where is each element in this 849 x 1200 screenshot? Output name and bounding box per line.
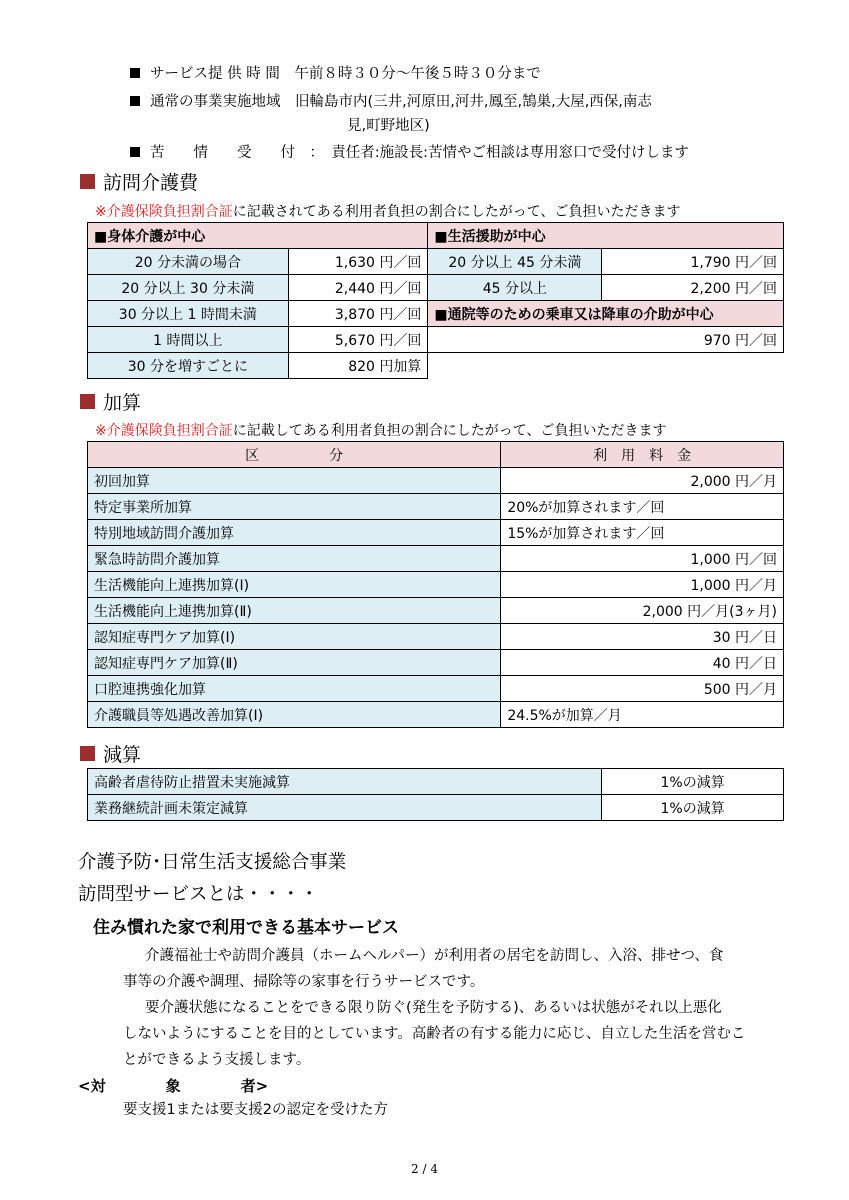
addition-label: 認知症専門ケア加算(Ⅱ): [88, 650, 501, 676]
basic-service-heading: 住み慣れた家で利用できる基本サービス: [93, 918, 399, 938]
general-heading: 介護予防･日常生活支援総合事業: [78, 852, 347, 873]
addition-price: 30 円／日: [501, 624, 784, 650]
visit-care-title: 訪問介護費: [80, 168, 198, 195]
reduction-table: [87, 768, 784, 821]
addition-price: 20%が加算されます／回: [501, 494, 784, 520]
body-care-header: ■身体介護が中心: [88, 223, 428, 249]
empty-cell: [428, 353, 784, 379]
addition-col-fee: 利 用 料 金: [501, 442, 784, 468]
body-care-price: 2,440 円／回: [288, 275, 428, 301]
target-value: 要支援1または要支援2の認定を受けた方: [123, 1102, 388, 1118]
body-care-price: 820 円加算: [288, 353, 428, 379]
paragraph-line: 事等の介護や調理、掃除等の家事を行うサービスです。: [123, 974, 485, 990]
reduction-title: 減算: [80, 740, 141, 767]
target-label: <対 象 者>: [78, 1077, 269, 1095]
addition-label: 生活機能向上連携加算(Ⅱ): [88, 598, 501, 624]
service-area-continued: 見,町野地区): [347, 118, 430, 134]
paragraph-line: 介護福祉士や訪問介護員（ホームヘルパー）が利用者の居宅を訪問し、入浴、排せつ、食: [145, 948, 724, 964]
reduction-value: 1%の減算: [602, 795, 784, 821]
addition-label: 特定事業所加算: [88, 494, 501, 520]
addition-price: 40 円／日: [501, 650, 784, 676]
addition-col-category: 区 分: [88, 442, 501, 468]
addition-label: 認知症専門ケア加算(Ⅰ): [88, 624, 501, 650]
addition-price: 24.5%が加算／月: [501, 702, 784, 728]
complaint-line: 苦 情 受 付 ： 責任者:施設長:苦情やご相談は専用窓口で受付けします: [130, 141, 689, 162]
addition-price: 2,000 円／月(3ヶ月): [501, 598, 784, 624]
addition-table: [87, 441, 784, 728]
bullet-square-icon: [130, 68, 140, 78]
addition-price: 2,000 円／月: [501, 468, 784, 494]
transport-price: 970 円／回: [428, 327, 784, 353]
reduction-label: 業務継続計画未策定減算: [88, 795, 602, 821]
life-support-label: 45 分以上: [428, 275, 602, 301]
reduction-value: 1%の減算: [602, 769, 784, 795]
addition-label: 生活機能向上連携加算(Ⅰ): [88, 572, 501, 598]
section-square-icon: [80, 394, 95, 409]
body-care-label: 30 分以上 1 時間未満: [88, 301, 289, 327]
addition-title: 加算: [80, 388, 141, 415]
bullet-square-icon: [130, 147, 140, 157]
transport-header: ■通院等のための乗車又は降車の介助が中心: [428, 301, 784, 327]
body-care-price: 3,870 円／回: [288, 301, 428, 327]
body-care-label: 20 分以上 30 分未満: [88, 275, 289, 301]
visit-care-table: [87, 222, 784, 379]
addition-label: 口腔連携強化加算: [88, 676, 501, 702]
body-care-label: 30 分を増すごとに: [88, 353, 289, 379]
body-care-price: 5,670 円／回: [288, 327, 428, 353]
paragraph-line: とができるよう支援します。: [123, 1052, 311, 1068]
body-care-label: 1 時間以上: [88, 327, 289, 353]
addition-note: ※介護保険負担割合証に記載してある利用者負担の割合にしたがって、ご負担いただきます: [95, 423, 667, 439]
visit-care-note: ※介護保険負担割合証に記載されてある利用者負担の割合にしたがって、ご負担いただきます: [95, 204, 681, 220]
life-support-label: 20 分以上 45 分未満: [428, 249, 602, 275]
addition-price: 15%が加算されます／回: [501, 520, 784, 546]
service-hours-line: サービス提 供 時 間 午前８時３０分～午後５時３０分まで: [130, 62, 541, 83]
addition-price: 500 円／月: [501, 676, 784, 702]
page-number: 2 / 4: [411, 1162, 438, 1176]
body-care-price: 1,630 円／回: [288, 249, 428, 275]
addition-label: 特別地域訪問介護加算: [88, 520, 501, 546]
life-support-price: 1,790 円／回: [602, 249, 784, 275]
addition-label: 緊急時訪問介護加算: [88, 546, 501, 572]
bullet-square-icon: [130, 96, 140, 106]
section-square-icon: [80, 746, 95, 761]
body-care-label: 20 分未満の場合: [88, 249, 289, 275]
addition-price: 1,000 円／回: [501, 546, 784, 572]
paragraph-line: しないようにすることを目的としています。高齢者の有する能力に応じ、自立した生活を営むこ: [123, 1026, 746, 1042]
life-support-price: 2,200 円／回: [602, 275, 784, 301]
life-support-header: ■生活援助が中心: [428, 223, 784, 249]
addition-price: 1,000 円／月: [501, 572, 784, 598]
reduction-label: 高齢者虐待防止措置未実施減算: [88, 769, 602, 795]
service-area-line: 通常の事業実施地域 旧輪島市内(三井,河原田,河井,鳳至,鵠巣,大屋,西保,南志: [130, 90, 652, 111]
section-square-icon: [80, 174, 95, 189]
addition-label: 初回加算: [88, 468, 501, 494]
addition-label: 介護職員等処遇改善加算(Ⅰ): [88, 702, 501, 728]
general-subheading: 訪問型サービスとは・・・・: [78, 884, 319, 905]
paragraph-line: 要介護状態になることをできる限り防ぐ(発生を予防する)、あるいは状態がそれ以上悪化: [145, 1000, 722, 1016]
